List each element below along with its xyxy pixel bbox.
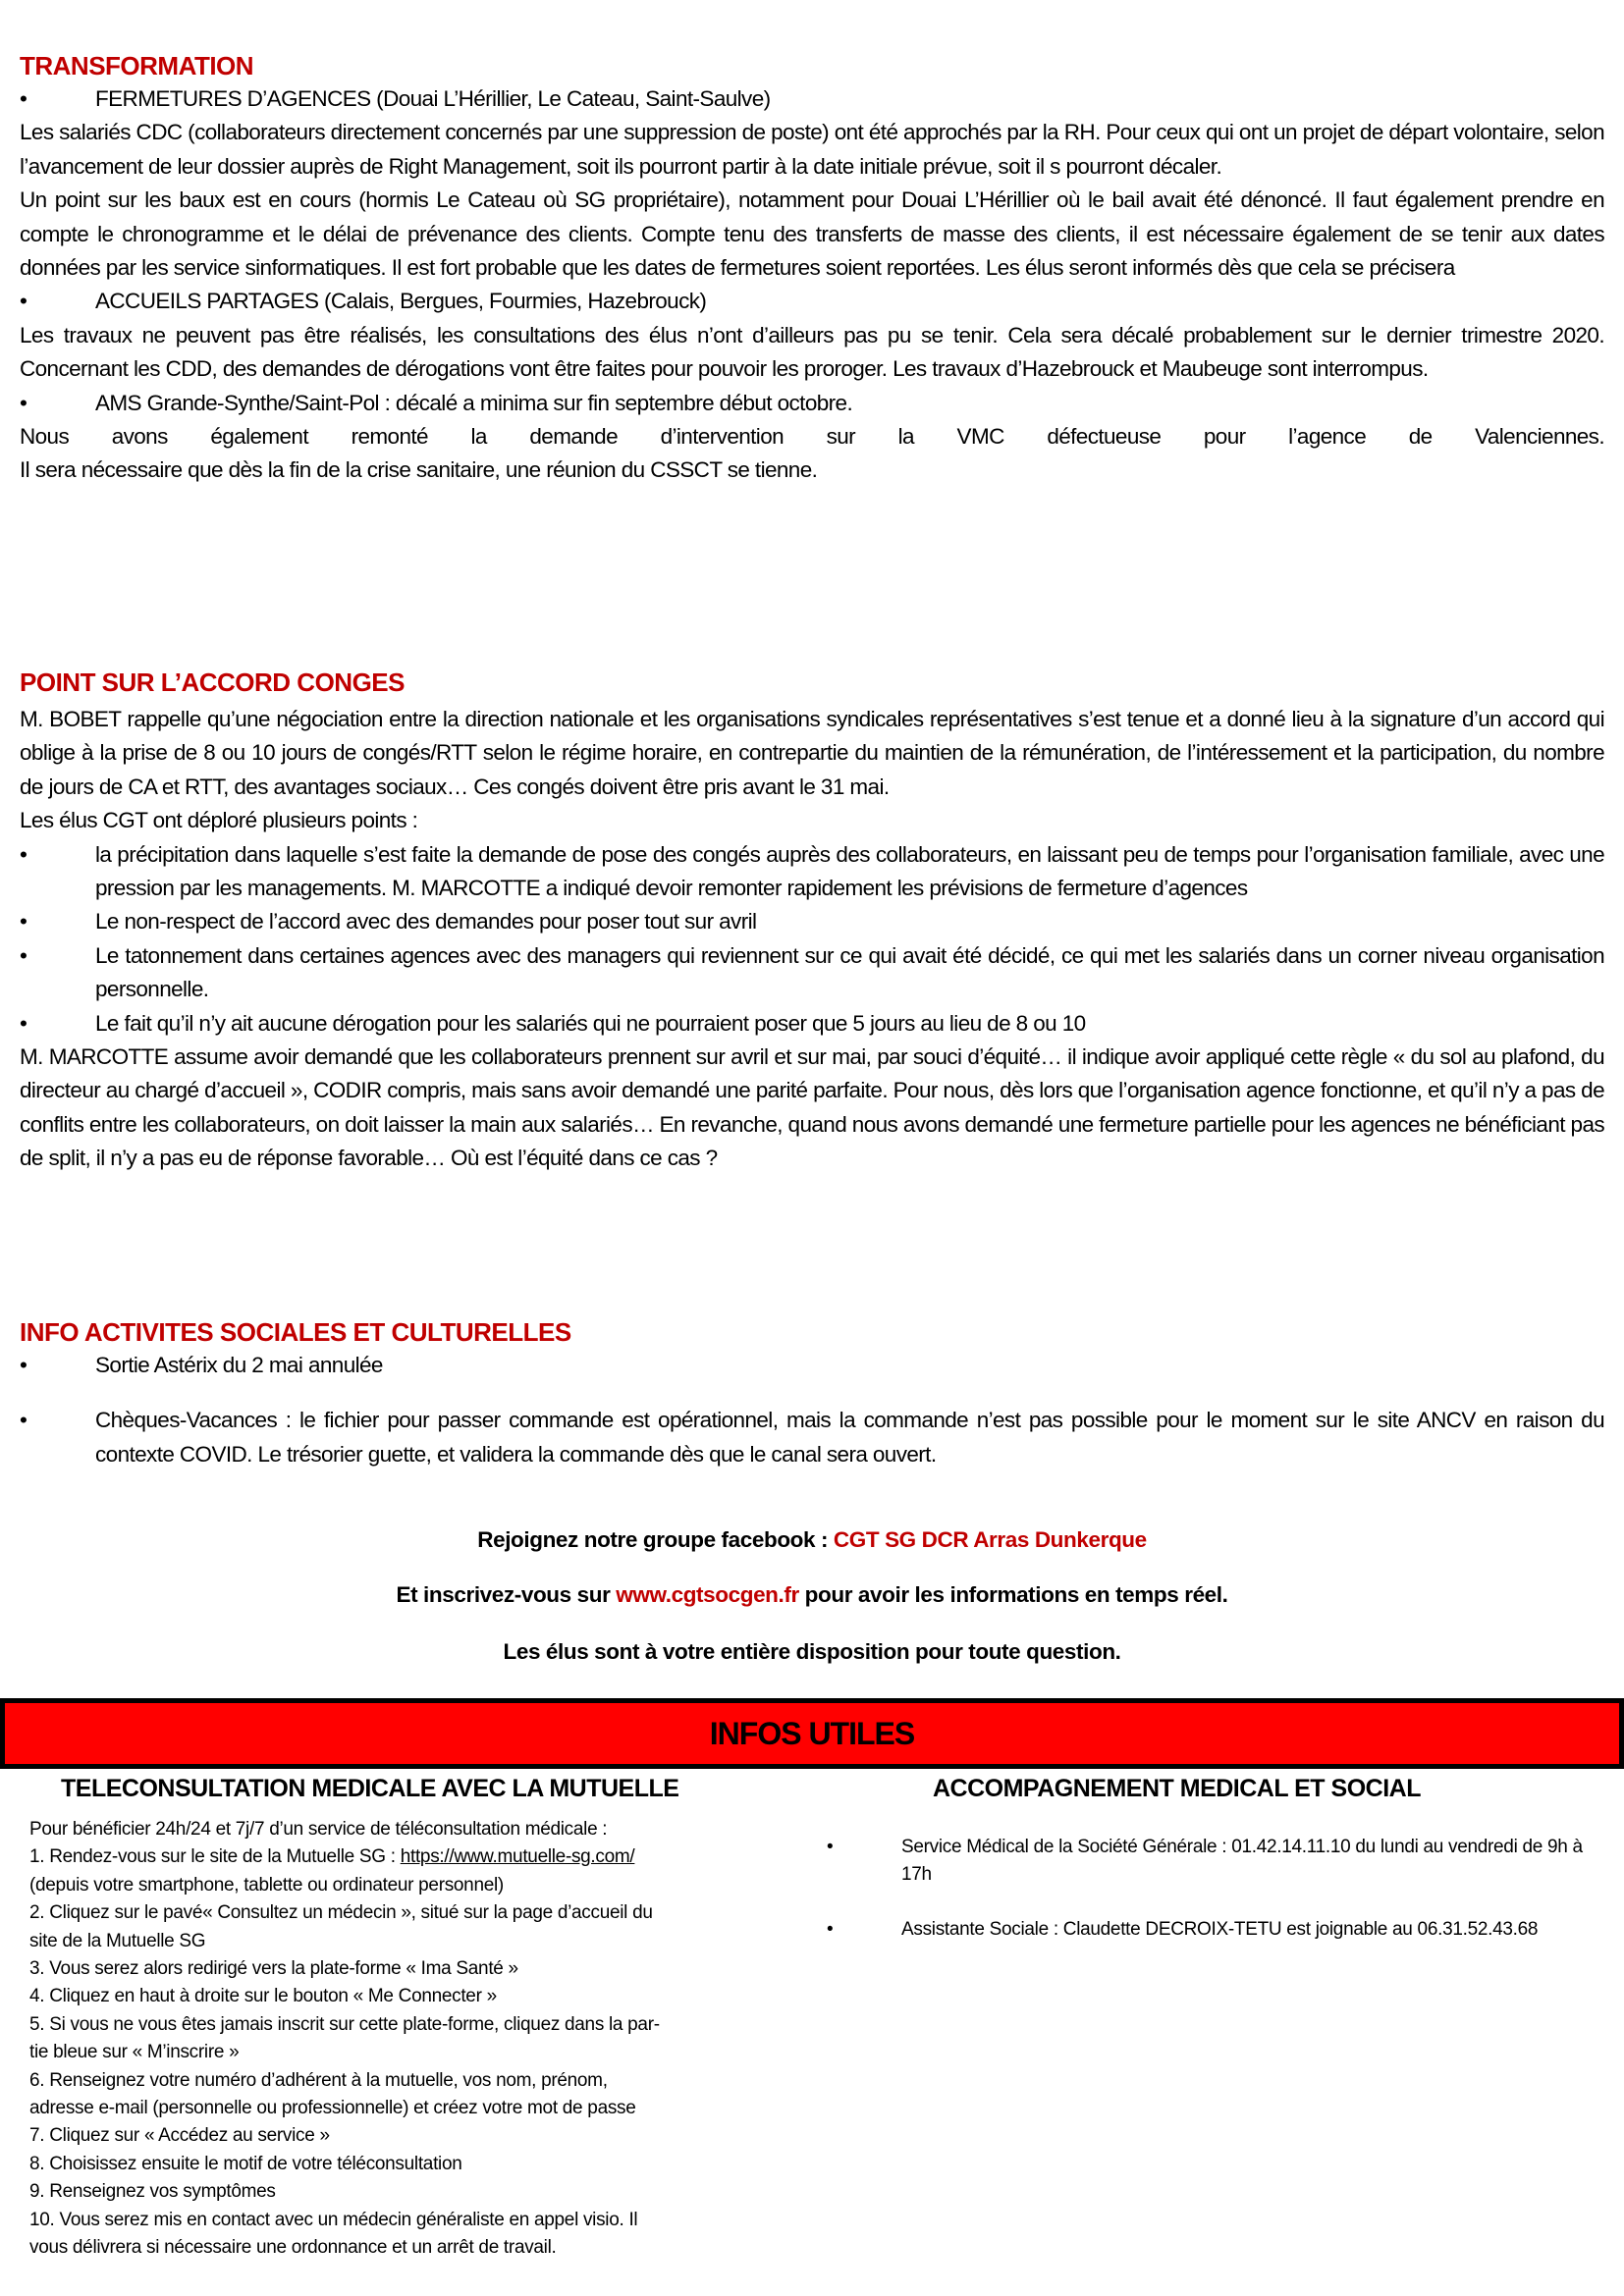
teleconsultation-intro: Pour bénéficier 24h/24 et 7j/7 d’un service de téléconsultation médicale : — [29, 1819, 608, 1840]
step-line: 7. Cliquez sur « Accédez au service » — [29, 2125, 330, 2147]
section-title: POINT SUR L’ACCORD CONGES — [20, 667, 405, 697]
paragraph: Un point sur les baux est en cours (hormis Le Cateau où SG propriétaire), notamment pour Douai L’Hérillier où le bail avait été dénoncé. Il faut également prendre en compte le chronogramme et le délai de prévenance des clients. Compte tenu des transferts de masse des clients, il est nécessaire également de se tenir aux dates données par les service sinformatiques. Il est fort probable que les dates de fermetures soient reportées. Les élus seront informés dès que cela se précisera — [20, 187, 1604, 281]
website-link[interactable]: www.cgtsocgen.fr — [616, 1582, 799, 1607]
bullet-icon: • — [20, 289, 27, 314]
paragraph: Les salariés CDC (collaborateurs directement concernés par une suppression de poste) ont été approchés par la RH. Pour ceux qui ont un projet de départ volontaire, selon l’avancement de leur dossier auprès de Right Management, soit ils pourront partir à la date initiale prévue, soit il s pourront décaler. — [20, 120, 1604, 179]
step-line: 4. Cliquez en haut à droite sur le bouton « Me Connecter » — [29, 1986, 497, 2007]
accompagnement-list — [823, 1834, 1608, 1971]
bullet-icon: • — [827, 1919, 834, 1940]
section-accord-conges — [20, 666, 1604, 1176]
bullet-item: • FERMETURES D’AGENCES (Douai L’Hérillier, Le Cateau, Saint-Saulve) — [20, 82, 1604, 116]
bullet-item: • Le tatonnement dans certaines agences avec des managers qui reviennent sur ce qui avait été décidé, ce qui met les salariés dans un corner niveau organisation personnelle. — [20, 939, 1604, 1007]
teleconsultation-title: TELECONSULTATION MEDICALE AVEC LA MUTUELLE — [61, 1775, 679, 1802]
list-item: • Assistante Sociale : Claudette DECROIX-TETU est joignable au 06.31.52.43.68 — [823, 1916, 1608, 1944]
bullet-item: • Le non-respect de l’accord avec des demandes pour poser tout sur avril — [20, 905, 1604, 938]
step-line: adresse e-mail (personnelle ou professionnelle) et créez votre mot de passe — [29, 2098, 636, 2119]
step-line: 2. Cliquez sur le pavé« Consultez un médecin », situé sur la page d’accueil du — [29, 1902, 653, 1924]
step-line: 1. Rendez-vous sur le site de la Mutuelle SG : https://www.mutuelle-sg.com/ — [29, 1846, 635, 1868]
step-line: 5. Si vous ne vous êtes jamais inscrit sur cette plate-forme, cliquez dans la par- — [29, 2013, 660, 2035]
bullet-icon: • — [20, 841, 27, 867]
paragraph: Les travaux ne peuvent pas être réalisés, les consultations des élus n’ont d’ailleurs pas pu se tenir. Cela sera décalé probablement sur le dernier trimestre 2020. Concernant les CDD, des demandes de dérogations vont être faites pour pouvoir les proroger. Les travaux d’Hazebrouck et Maubeuge sont interrompus. — [20, 322, 1604, 382]
website-line: Et inscrivez-vous sur www.cgtsocgen.fr pour avoir les informations en temps réel. — [396, 1582, 1228, 1607]
banner-title: INFOS UTILES — [709, 1716, 915, 1751]
infos-utiles-banner — [0, 1698, 1624, 1769]
paragraph: M. BOBET rappelle qu’une négociation entre la direction nationale et les organisations syndicales représentatives s’est tenue et a donné lieu à la signature d’un accord qui oblige à la prise de 8 ou 10 jours de congés/RTT selon le régime horaire, en contrepartie du maintien de la rémunération, de l’intéressement et la participation, du nombre de jours de CA et RTT, des avantages sociaux… Ces congés doivent être pris avant le 31 mai. — [20, 707, 1604, 799]
bullet-item: • ACCUEILS PARTAGES (Calais, Bergues, Fourmies, Hazebrouck) — [20, 285, 1604, 318]
step-line: 6. Renseignez votre numéro d’adhérent à la mutuelle, vos nom, prénom, — [29, 2069, 608, 2091]
bullet-item: • la précipitation dans laquelle s’est faite la demande de pose des congés auprès des collaborateurs, en laissant peu de temps pour l’organisation familiale, avec une pression par les managements. M. MARCOTTE a indiqué devoir remonter rapidement les prévisions de fermeture d’agences — [20, 838, 1604, 906]
step-line: tie bleue sur « M’inscrire » — [29, 2042, 240, 2063]
accompagnement-title: ACCOMPAGNEMENT MEDICAL ET SOCIAL — [933, 1775, 1421, 1802]
paragraph: Il sera nécessaire que dès la fin de la crise sanitaire, une réunion du CSSCT se tienne. — [20, 457, 818, 483]
step-line: (depuis votre smartphone, tablette ou ordinateur personnel) — [29, 1874, 504, 1896]
step-line: 9. Renseignez vos symptômes — [29, 2181, 276, 2203]
paragraph: Les élus CGT ont déploré plusieurs points : — [20, 808, 418, 833]
bullet-icon: • — [20, 390, 27, 415]
bullet-icon: • — [20, 942, 27, 968]
step-line: site de la Mutuelle SG — [29, 1930, 206, 1951]
mutuelle-link[interactable]: https://www.mutuelle-sg.com/ — [400, 1846, 635, 1868]
bullet-item: • Sortie Astérix du 2 mai annulée — [20, 1349, 1604, 1382]
bullet-item: • AMS Grande-Synthe/Saint-Pol : décalé a minima sur fin septembre début octobre. — [20, 387, 1604, 420]
bullet-icon: • — [20, 1010, 27, 1036]
bullet-item: • Chèques-Vacances : le fichier pour passer commande est opérationnel, mais la commande n’est pas possible pour le moment sur le site ANCV en raison du contexte COVID. Le trésorier guette, et validera la commande dès que le canal sera ouvert. — [20, 1404, 1604, 1471]
list-item: • Service Médical de la Société Générale : 01.42.14.11.10 du lundi au vendredi de 9h à 17h — [823, 1834, 1608, 1889]
facebook-group-link[interactable]: CGT SG DCR Arras Dunkerque — [833, 1527, 1147, 1552]
section-transformation — [20, 49, 1604, 488]
step-line: vous délivrera si nécessaire une ordonnance et un arrêt de travail. — [29, 2237, 557, 2259]
bullet-icon: • — [827, 1837, 834, 1857]
teleconsultation-steps — [29, 1816, 795, 2263]
bullet-icon: • — [20, 86, 27, 111]
bullet-icon: • — [20, 1408, 27, 1433]
bullet-icon: • — [20, 909, 27, 934]
bullet-icon: • — [20, 1353, 27, 1377]
facebook-line: Rejoignez notre groupe facebook : CGT SG DCR Arras Dunkerque — [477, 1527, 1147, 1552]
step-line: 10. Vous serez mis en contact avec un médecin généraliste en appel visio. Il — [29, 2209, 638, 2230]
paragraph: Nous avons également remonté la demande d’intervention sur la VMC défectueuse pour l’agence de Valenciennes. — [20, 424, 1604, 450]
section-title: TRANSFORMATION — [20, 51, 254, 80]
bullet-item: • Le fait qu’il n’y ait aucune dérogation pour les salariés qui ne pourraient poser que 5 jours au lieu de 8 ou 10 — [20, 1007, 1604, 1041]
section-title: INFO ACTIVITES SOCIALES ET CULTURELLES — [20, 1317, 571, 1347]
paragraph: M. MARCOTTE assume avoir demandé que les collaborateurs prennent sur avril et sur mai, par souci d’équité… il indique avoir appliqué cette règle « du sol au plafond, du directeur au chargé d’accueil », CODIR compris, mais sans avoir demandé une parité parfaite. Pour nous, dès lors que l’organisation agence fonctionne, et qu’il n’y a pas de conflits entre les collaborateurs, on doit laisser la main aux salariés… En revanche, quand nous avons demandé une fermeture partielle pour les agences ne bénéficiant pas de split, il n’y a pas eu de réponse favorable… Où est l’équité dans ce cas ? — [20, 1044, 1605, 1171]
availability-line: Les élus sont à votre entière disposition pour toute question. — [503, 1639, 1121, 1664]
step-line: 3. Vous serez alors redirigé vers la plate-forme « Ima Santé » — [29, 1958, 518, 1980]
section-activites-sociales — [20, 1315, 1604, 1471]
step-line: 8. Choisissez ensuite le motif de votre téléconsultation — [29, 2153, 462, 2174]
